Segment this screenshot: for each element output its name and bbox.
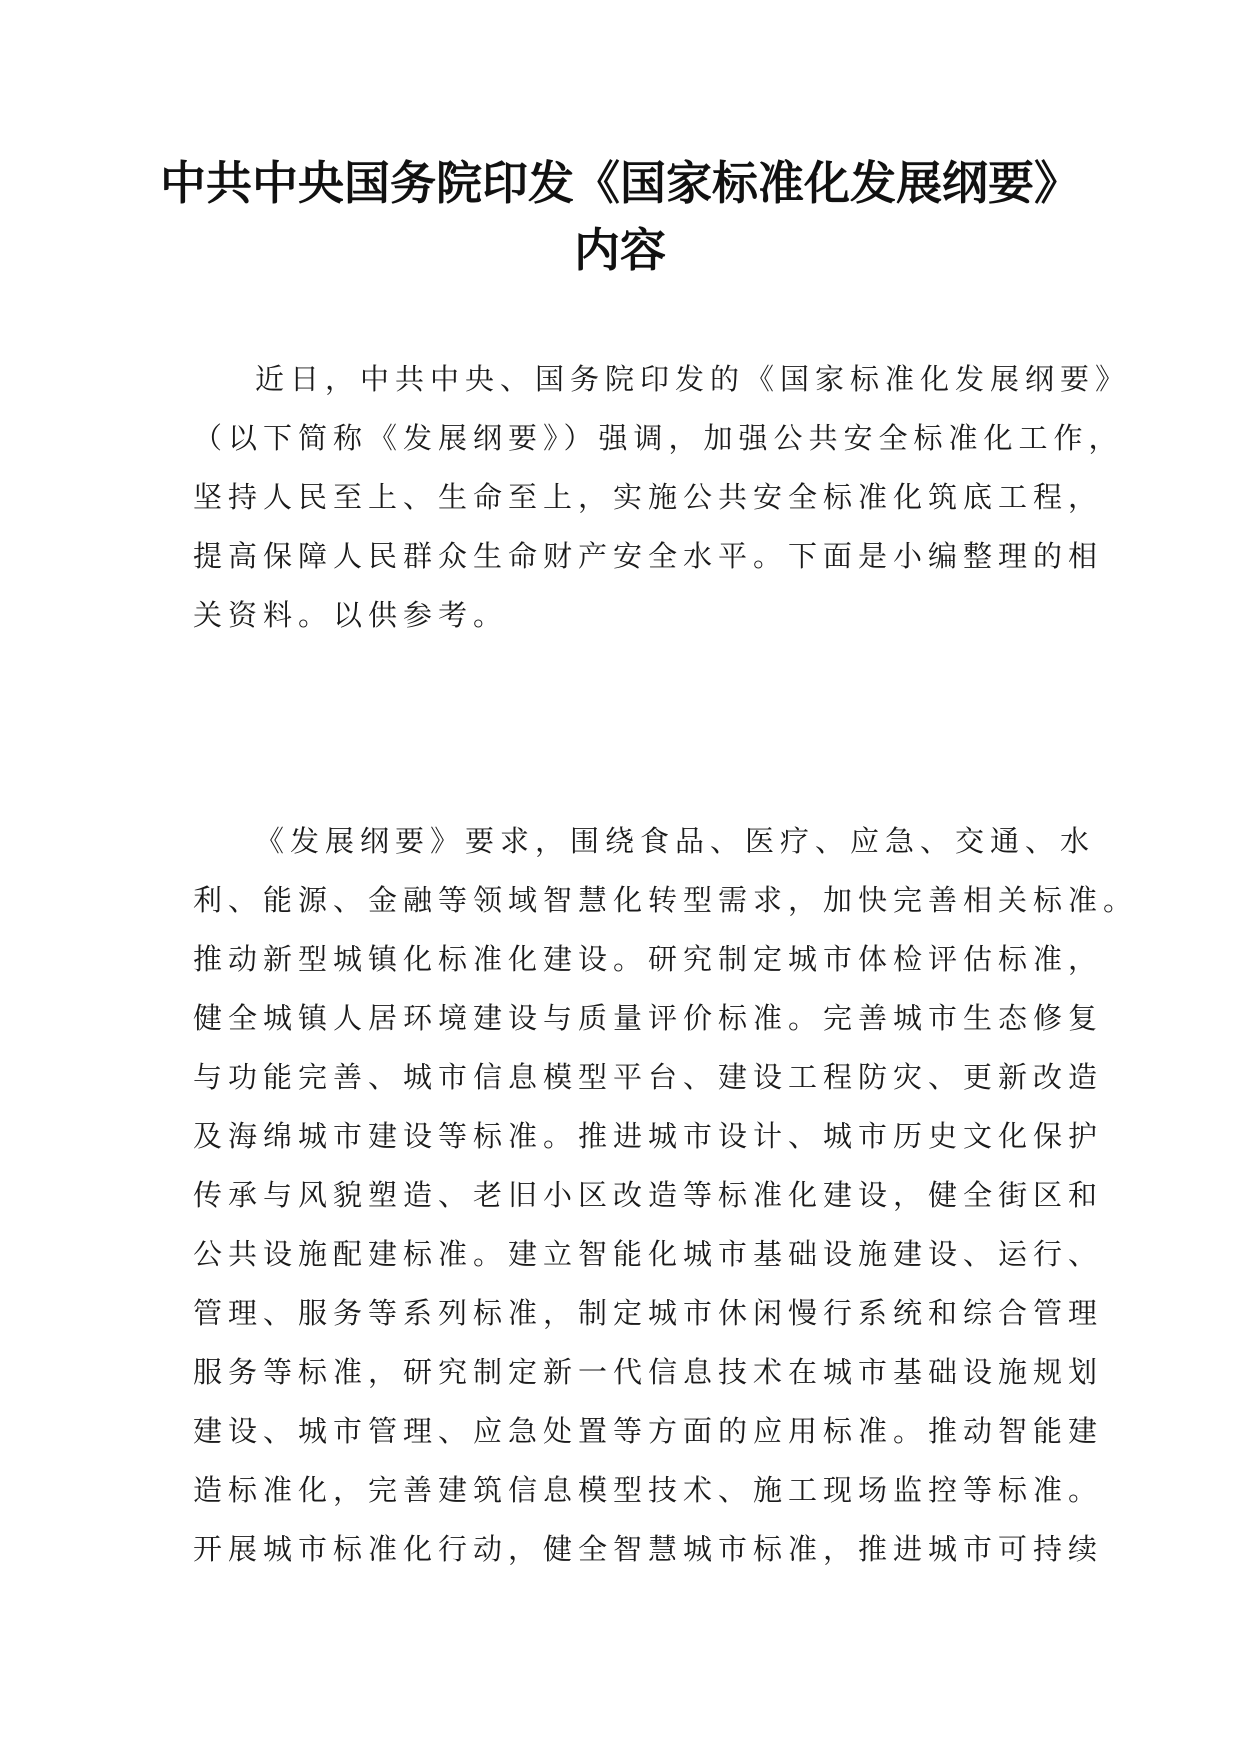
paragraph-line: 及海绵城市建设等标准。推进城市设计、城市历史文化保护 bbox=[193, 1119, 1104, 1153]
paragraph-line: 造标准化，完善建筑信息模型技术、施工现场监控等标准。 bbox=[193, 1473, 1104, 1507]
paragraph-line: 公共设施配建标准。建立智能化城市基础设施建设、运行、 bbox=[193, 1237, 1104, 1271]
title-line: 内容 bbox=[574, 223, 666, 277]
paragraph-line: 关资料。以供参考。 bbox=[193, 598, 509, 632]
paragraph-line: 服务等标准，研究制定新一代信息技术在城市基础设施规划 bbox=[193, 1355, 1104, 1389]
paragraph-line: 开展城市标准化行动，健全智慧城市标准，推进城市可持续 bbox=[193, 1532, 1104, 1566]
body-paragraph bbox=[193, 812, 1139, 1579]
document-title bbox=[150, 150, 1090, 284]
paragraph-line: 传承与风貌塑造、老旧小区改造等标准化建设，健全街区和 bbox=[193, 1178, 1104, 1212]
title-line: 中共中央国务院印发《国家标准化发展纲要》 bbox=[160, 156, 1080, 210]
paragraph-line: 坚持人民至上、生命至上，实施公共安全标准化筑底工程， bbox=[193, 480, 1104, 514]
paragraph-line: 近日，中共中央、国务院印发的《国家标准化发展纲要》 bbox=[255, 362, 1131, 396]
paragraph-line: 利、能源、金融等领域智慧化转型需求，加快完善相关标准。 bbox=[193, 883, 1139, 917]
intro-paragraph bbox=[193, 350, 1131, 645]
paragraph-line: 推动新型城镇化标准化建设。研究制定城市体检评估标准， bbox=[193, 942, 1104, 976]
paragraph-line: 与功能完善、城市信息模型平台、建设工程防灾、更新改造 bbox=[193, 1060, 1104, 1094]
paragraph-line: （以下简称《发展纲要》）强调，加强公共安全标准化工作， bbox=[193, 421, 1124, 455]
paragraph-line: 提高保障人民群众生命财产安全水平。下面是小编整理的相 bbox=[193, 539, 1104, 573]
paragraph-line: 管理、服务等系列标准，制定城市休闲慢行系统和综合管理 bbox=[193, 1296, 1104, 1330]
paragraph-line: 建设、城市管理、应急处置等方面的应用标准。推动智能建 bbox=[193, 1414, 1104, 1448]
paragraph-line: 健全城镇人居环境建设与质量评价标准。完善城市生态修复 bbox=[193, 1001, 1104, 1035]
paragraph-line: 《发展纲要》要求，围绕食品、医疗、应急、交通、水 bbox=[255, 824, 1096, 858]
